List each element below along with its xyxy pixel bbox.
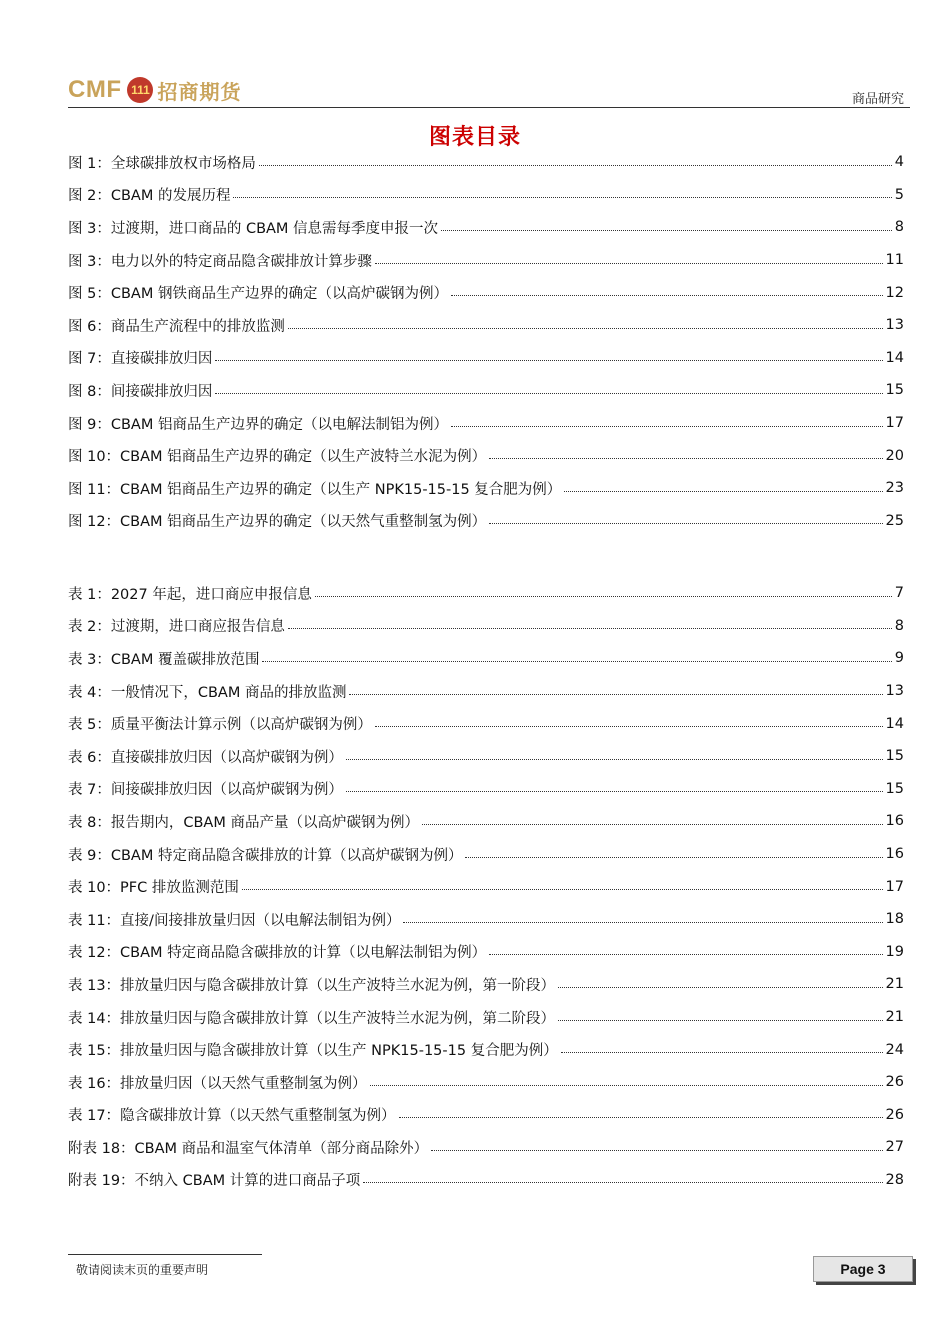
toc-entry-page: 16 xyxy=(885,846,904,863)
toc-entry-label: 表 7：间接碳排放归因（以高炉碳钢为例） xyxy=(68,782,343,799)
figure-entry[interactable] xyxy=(68,244,904,277)
toc-leader-dots xyxy=(403,922,882,923)
toc-leader-dots xyxy=(370,1085,883,1086)
toc-entry-page: 9 xyxy=(894,650,904,667)
toc-entry-label: 表 1：2027 年起，进口商应申报信息 xyxy=(68,586,312,603)
toc-leader-dots xyxy=(349,694,882,695)
toc-leader-dots xyxy=(441,230,892,231)
toc-entry-label: 图 2：CBAM 的发展历程 xyxy=(68,188,231,205)
toc-entry-label: 图 6：商品生产流程中的排放监测 xyxy=(68,318,285,335)
toc-entry-page: 17 xyxy=(885,878,904,895)
toc-leader-dots xyxy=(451,295,883,296)
page-header xyxy=(68,74,910,110)
toc-entry-page: 7 xyxy=(894,585,904,602)
toc-entry-label: 图 8：间接碳排放归因 xyxy=(68,383,213,400)
toc-entry-page: 16 xyxy=(885,813,904,830)
table-entry[interactable] xyxy=(68,1066,904,1099)
toc-entry-label: 图 3：过渡期，进口商品的 CBAM 信息需每季度申报一次 xyxy=(68,220,439,237)
table-entry[interactable] xyxy=(68,838,904,871)
figure-entry[interactable] xyxy=(68,374,904,407)
toc-leader-dots xyxy=(375,726,883,727)
toc-entry-page: 26 xyxy=(885,1106,904,1123)
toc-entry-page: 18 xyxy=(885,911,904,928)
toc-entry-label: 表 4：一般情况下，CBAM 商品的排放监测 xyxy=(68,684,347,701)
logo-emblem-icon: 111 xyxy=(127,77,153,103)
toc-entry-label: 表 6：直接碳排放归因（以高炉碳钢为例） xyxy=(68,749,343,766)
toc-entry-page: 19 xyxy=(885,943,904,960)
table-entry[interactable] xyxy=(68,707,904,740)
toc-entry-label: 表 8：报告期内，CBAM 商品产量（以高炉碳钢为例） xyxy=(68,814,419,831)
toc-leader-dots xyxy=(489,458,882,459)
footer-disclaimer: 敬请阅读末页的重要声明 xyxy=(76,1263,209,1277)
toc-entry-page: 4 xyxy=(894,154,904,171)
table-entry[interactable] xyxy=(68,1033,904,1066)
toc-leader-dots xyxy=(288,628,892,629)
toc-entry-label: 图 10：CBAM 铝商品生产边界的确定（以生产波特兰水泥为例） xyxy=(68,449,487,466)
toc-leader-dots xyxy=(431,1150,882,1151)
table-entry[interactable] xyxy=(68,1099,904,1132)
figure-entry[interactable] xyxy=(68,342,904,375)
toc-leader-dots xyxy=(564,491,882,492)
header-divider xyxy=(68,107,910,108)
toc-entry-label: 图 11：CBAM 铝商品生产边界的确定（以生产 NPK15-15-15 复合肥为例） xyxy=(68,481,562,498)
toc-leader-dots xyxy=(259,165,892,166)
table-entry[interactable] xyxy=(68,1001,904,1034)
figure-entry[interactable] xyxy=(68,407,904,440)
toc-entry-page: 8 xyxy=(894,617,904,634)
table-entry[interactable] xyxy=(68,577,904,610)
table-entry[interactable] xyxy=(68,968,904,1001)
figure-entry[interactable] xyxy=(68,146,904,179)
toc-entry-page: 14 xyxy=(885,349,904,366)
toc-entry-label: 表 10：PFC 排放监测范围 xyxy=(68,880,239,897)
toc-entry-label: 表 16：排放量归因（以天然气重整制氢为例） xyxy=(68,1075,367,1092)
table-entry[interactable] xyxy=(68,1131,904,1164)
toc-entry-label: 图 7：直接碳排放归因 xyxy=(68,351,213,368)
toc-entry-label: 表 9：CBAM 特定商品隐含碳排放的计算（以高炉碳钢为例） xyxy=(68,847,463,864)
toc-entry-page: 15 xyxy=(885,748,904,765)
company-logo xyxy=(68,74,241,106)
toc-entry-page: 28 xyxy=(885,1171,904,1188)
toc-entry-label: 表 17：隐含碳排放计算（以天然气重整制氢为例） xyxy=(68,1108,396,1125)
toc-entry-page: 27 xyxy=(885,1139,904,1156)
toc-entry-page: 5 xyxy=(894,186,904,203)
table-list xyxy=(68,577,904,1196)
toc-leader-dots xyxy=(346,759,883,760)
table-entry[interactable] xyxy=(68,870,904,903)
toc-entry-page: 23 xyxy=(885,480,904,497)
logo-latin: CMF xyxy=(68,76,122,103)
toc-entry-page: 15 xyxy=(885,382,904,399)
table-entry[interactable] xyxy=(68,773,904,806)
page-title: 图表目录 xyxy=(428,125,521,150)
figure-entry[interactable] xyxy=(68,211,904,244)
toc-entry-page: 20 xyxy=(885,447,904,464)
toc-entry-label: 图 9：CBAM 铝商品生产边界的确定（以电解法制铝为例） xyxy=(68,416,448,433)
toc-entry-page: 25 xyxy=(885,512,904,529)
toc-entry-page: 24 xyxy=(885,1041,904,1058)
toc-leader-dots xyxy=(315,596,892,597)
toc-entry-page: 15 xyxy=(885,780,904,797)
toc-entry-label: 附表 19：不纳入 CBAM 计算的进口商品子项 xyxy=(68,1173,361,1190)
page-number-badge: Page 3 xyxy=(813,1256,913,1282)
figure-entry[interactable] xyxy=(68,179,904,212)
toc-leader-dots xyxy=(215,393,882,394)
toc-leader-dots xyxy=(242,889,883,890)
toc-entry-label: 表 14：排放量归因与隐含碳排放计算（以生产波特兰水泥为例，第二阶段） xyxy=(68,1010,556,1027)
toc-entry-label: 图 1：全球碳排放权市场格局 xyxy=(68,155,256,172)
toc-entry-label: 附表 18：CBAM 商品和温室气体清单（部分商品除外） xyxy=(68,1140,429,1157)
table-entry[interactable] xyxy=(68,805,904,838)
table-entry[interactable] xyxy=(68,675,904,708)
toc-entry-page: 12 xyxy=(885,284,904,301)
toc-entry-page: 26 xyxy=(885,1074,904,1091)
toc-entry-label: 表 5：质量平衡法计算示例（以高炉碳钢为例） xyxy=(68,717,372,734)
toc-entry-page: 21 xyxy=(885,1009,904,1026)
toc-leader-dots xyxy=(262,661,891,662)
toc-entry-label: 表 15：排放量归因与隐含碳排放计算（以生产 NPK15-15-15 复合肥为例） xyxy=(68,1043,558,1060)
toc-leader-dots xyxy=(558,1020,882,1021)
table-entry[interactable] xyxy=(68,1164,904,1197)
toc-entry-label: 表 13：排放量归因与隐含碳排放计算（以生产波特兰水泥为例，第一阶段） xyxy=(68,977,556,994)
toc-leader-dots xyxy=(215,360,882,361)
toc-entry-page: 11 xyxy=(885,252,904,269)
toc-leader-dots xyxy=(422,824,883,825)
toc-leader-dots xyxy=(399,1117,883,1118)
toc-entry-label: 表 3：CBAM 覆盖碳排放范围 xyxy=(68,651,260,668)
toc-entry-label: 表 11：直接/间接排放量归因（以电解法制铝为例） xyxy=(68,912,401,929)
table-entry[interactable] xyxy=(68,740,904,773)
logo-chinese-name: 招商期货 xyxy=(157,79,242,104)
toc-entry-page: 13 xyxy=(885,317,904,334)
toc-entry-label: 图 3：电力以外的特定商品隐含碳排放计算步骤 xyxy=(68,253,372,270)
toc-entry-page: 21 xyxy=(885,976,904,993)
table-entry[interactable] xyxy=(68,610,904,643)
toc-leader-dots xyxy=(558,987,882,988)
toc-leader-dots xyxy=(363,1182,882,1183)
toc-leader-dots xyxy=(451,426,883,427)
figure-entry[interactable] xyxy=(68,505,904,538)
table-entry[interactable] xyxy=(68,936,904,969)
toc-entry-label: 图 12：CBAM 铝商品生产边界的确定（以天然气重整制氢为例） xyxy=(68,514,487,531)
table-entry[interactable] xyxy=(68,642,904,675)
figure-entry[interactable] xyxy=(68,439,904,472)
section-label: 商品研究 xyxy=(851,92,904,107)
toc-entry-label: 表 12：CBAM 特定商品隐含碳排放的计算（以电解法制铝为例） xyxy=(68,945,487,962)
figure-list xyxy=(68,146,904,537)
toc-leader-dots xyxy=(465,857,882,858)
toc-leader-dots xyxy=(233,197,891,198)
toc-leader-dots xyxy=(561,1052,883,1053)
toc-leader-dots xyxy=(489,523,882,524)
toc-leader-dots xyxy=(288,328,883,329)
toc-leader-dots xyxy=(375,263,883,264)
footer-divider xyxy=(68,1254,262,1255)
toc-entry-page: 8 xyxy=(894,219,904,236)
figure-entry[interactable] xyxy=(68,309,904,342)
figure-entry[interactable] xyxy=(68,472,904,505)
toc-leader-dots xyxy=(346,791,883,792)
toc-leader-dots xyxy=(489,954,882,955)
toc-entry-page: 17 xyxy=(885,415,904,432)
toc-entry-label: 表 2：过渡期，进口商应报告信息 xyxy=(68,619,285,636)
table-entry[interactable] xyxy=(68,903,904,936)
toc-entry-page: 14 xyxy=(885,715,904,732)
figure-entry[interactable] xyxy=(68,276,904,309)
toc-entry-label: 图 5：CBAM 钢铁商品生产边界的确定（以高炉碳钢为例） xyxy=(68,286,448,303)
toc-entry-page: 13 xyxy=(885,683,904,700)
